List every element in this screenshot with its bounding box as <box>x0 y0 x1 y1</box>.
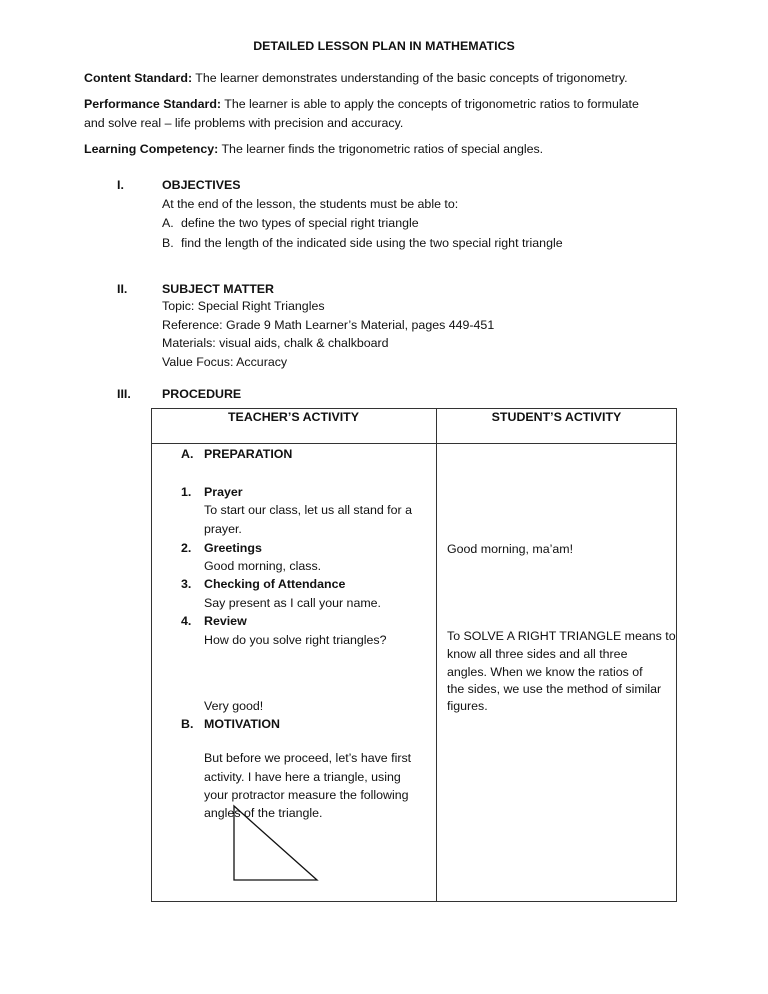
subject-topic: Topic: Special Right Triangles <box>162 299 325 313</box>
performance-standard-label: Performance Standard: <box>84 97 222 111</box>
student-answer-line: angles. When we know the ratios of <box>447 665 643 679</box>
step-title: Checking of Attendance <box>204 577 346 591</box>
subject-value-focus: Value Focus: Accuracy <box>162 355 288 369</box>
step-text: To start our class, let us all stand for a <box>204 503 412 517</box>
performance-standard-cont: and solve real – life problems with precision and accuracy. <box>84 116 404 130</box>
content-standard-label: Content Standard: <box>84 71 193 85</box>
teacher-activity-header: TEACHER’S ACTIVITY <box>227 410 360 424</box>
learning-competency <box>84 141 543 157</box>
very-good-text: Very good! <box>204 699 264 713</box>
objective-letter: B. <box>162 236 174 250</box>
objective-item: define the two types of special right triangle <box>181 216 419 230</box>
student-greeting: Good morning, ma’am! <box>447 542 574 556</box>
document-title: DETAILED LESSON PLAN IN MATHEMATICS <box>253 39 515 53</box>
column-divider <box>436 409 437 901</box>
objectives-number: I. <box>117 178 124 192</box>
procedure-number: III. <box>117 387 131 401</box>
content-standard-text: The learner demonstrates understanding of the basic concepts of trigonometry. <box>192 71 628 85</box>
subject-reference: Reference: Grade 9 Math Learner’s Material, pages 449-451 <box>162 318 495 332</box>
motivation-letter: B. <box>181 717 194 731</box>
prep-letter: A. <box>181 447 194 461</box>
step-title: Greetings <box>204 541 262 555</box>
motivation-text: activity. I have here a triangle, using <box>204 770 401 784</box>
objectives-heading: OBJECTIVES <box>162 178 241 192</box>
student-answer-line: know all three sides and all three <box>447 647 628 661</box>
motivation-text: your protractor measure the following <box>204 788 409 802</box>
motivation-title: MOTIVATION <box>204 717 280 731</box>
step-number: 2. <box>181 541 192 555</box>
student-answer-line: figures. <box>447 699 488 713</box>
step-number: 1. <box>181 485 192 499</box>
step-number: 3. <box>181 577 192 591</box>
subject-materials: Materials: visual aids, chalk & chalkboard <box>162 336 389 350</box>
subject-matter-heading: SUBJECT MATTER <box>162 282 274 296</box>
student-answer-line: the sides, we use the method of similar <box>447 682 662 696</box>
step-text: How do you solve right triangles? <box>204 633 387 647</box>
header-divider <box>152 443 676 444</box>
performance-standard <box>84 96 639 112</box>
subject-matter-number: II. <box>117 282 128 296</box>
learning-competency-text: The learner finds the trigonometric ratios of special angles. <box>218 142 544 156</box>
right-triangle-figure <box>228 800 324 886</box>
step-title: Prayer <box>204 485 243 499</box>
procedure-heading: PROCEDURE <box>162 387 242 401</box>
student-activity-header: STUDENT’S ACTIVITY <box>491 410 622 424</box>
objectives-intro: At the end of the lesson, the students must be able to: <box>162 197 459 211</box>
objective-letter: A. <box>162 216 174 230</box>
step-number: 4. <box>181 614 192 628</box>
student-answer-line: To SOLVE A RIGHT TRIANGLE means to <box>447 629 676 643</box>
objective-item: find the length of the indicated side using the two special right triangle <box>181 236 563 250</box>
motivation-text: angles of the triangle. <box>204 806 323 820</box>
prep-title: PREPARATION <box>204 447 293 461</box>
step-text: Say present as I call your name. <box>204 596 381 610</box>
motivation-text: But before we proceed, let’s have first <box>204 751 412 765</box>
learning-competency-label: Learning Competency: <box>84 142 219 156</box>
step-title: Review <box>204 614 247 628</box>
step-text: prayer. <box>204 522 242 536</box>
step-text: Good morning, class. <box>204 559 322 573</box>
performance-standard-text: The learner is able to apply the concepts of trigonometric ratios to formulate <box>221 97 639 111</box>
content-standard <box>84 70 628 86</box>
